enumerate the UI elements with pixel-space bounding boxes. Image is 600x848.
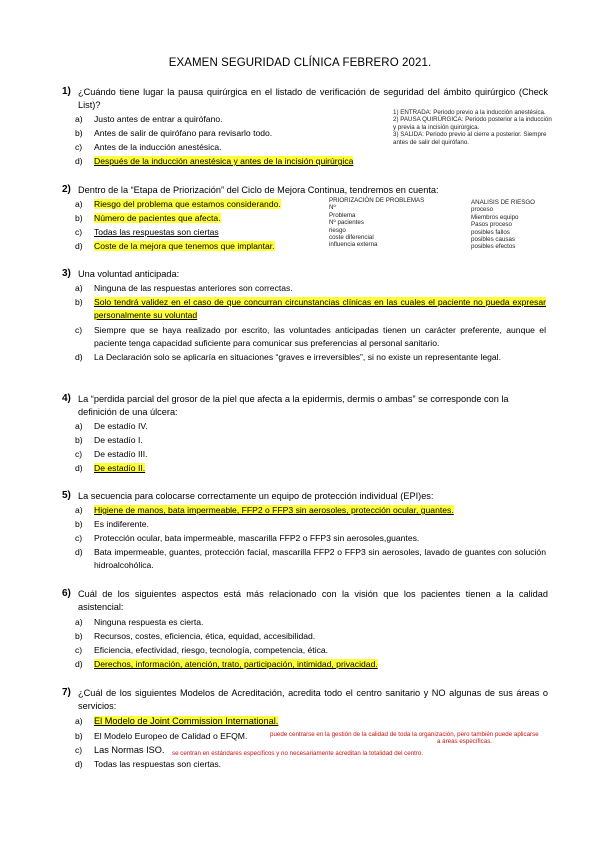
option-7b: b) El Modelo Europeo de Calidad o EFQM. [75,731,248,741]
option-1a: a) Justo antes de entrar a quirófano. [75,114,223,124]
note-q2-riesgo: ANALISIS DE RIESGO proceso Miembros equipo Pasos proceso posibles fallos posibles causas posibles efectos [471,199,535,251]
option-4d: d) De estadío II. [75,463,146,473]
highlighted-answer: Coste de la mejora que tenemos que implantar. [94,241,275,251]
option-1d: d) Después de la inducción anestésica y antes de la incisión quirúrgica [75,156,354,166]
question-1 [62,86,548,112]
highlighted-answer: Derechos, información, atención, trato, participación, intimidad, privacidad. [94,659,378,669]
highlighted-answer: Riesgo del problema que estamos considerando. [94,199,281,209]
note-q7-iso: se centran en estándares específicos y no necesariamente acreditan la totalidad del centro. [172,750,424,757]
question-number: 3) [62,268,71,279]
option-7d: d) Todas las respuestas son ciertas. [75,759,222,769]
question-number: 4) [62,393,71,404]
option-1c: c) Antes de la inducción anestésica. [75,142,222,152]
question-text: Dentro de la “Etapa de Priorización” del Ciclo de Mejora Continua, tendremos en cuenta: [78,185,439,195]
question-number: 5) [62,490,71,501]
highlighted-answer: Higiene de manos, bata impermeable, FFP2 o FFP3 sin aerosoles, protección ocular, guantes. [94,505,454,515]
highlighted-answer: Número de pacientes que afecta. [94,213,221,223]
option-2d: d) Coste de la mejora que tenemos que implantar. [75,241,275,251]
note-q1: 1) ENTRADA: Periodo previo a la inducción anestésica. 2) PAUSA QUIRÚRGICA: Periodo posterior a la inducción y previa a la incisión quirúrgica. 3) SALIDA: Periodo previo al cierre a posterior. Siempre antes de salir del quirófano. [393,109,552,146]
highlighted-answer: De estadío II. [94,463,146,473]
option-3b: b) Solo tendrá validez en el caso de que concurran circunstancias clínicas en las cuales el paciente no pueda expresar personalmente su voluntad [75,297,546,320]
question-7 [62,687,548,713]
highlighted-answer: Solo tendrá validez en el caso de que concurran circunstancias clínicas en las cuales el paciente no pueda expresar personalmente su voluntad [94,297,546,320]
highlighted-answer: El Modelo de Joint Commission International. [94,716,279,726]
option-3a: a) Ninguna de las respuestas anteriores son correctas. [75,283,293,293]
highlighted-answer: Después de la inducción anestésica y antes de la incisión quirúrgica [94,156,354,166]
option-7c: c) Las Normas ISO. [75,745,165,755]
question-number: 1) [62,86,71,97]
option-6c: c) Eficiencia, efectividad, riesgo, tecnología, competencia, ética. [75,645,329,655]
question-text: La “perdida parcial del grosor de la piel que afecta a la epidermis, dermis o ambas” se corresponde con la definición de una úlcera: [78,394,509,417]
option-6d: d) Derechos, información, atención, trato, participación, intimidad, privacidad. [75,659,378,669]
question-number: 6) [62,588,71,599]
question-6 [62,588,548,614]
question-text: La secuencia para colocarse correctamente un equipo de protección individual (EPI)es: [78,491,434,501]
option-3d: d) La Declaración solo se aplicaría en situaciones “graves e irreversibles”, si no existe un representante legal. [75,352,501,362]
option-1b: b) Antes de salir de quirófano para revisarlo todo. [75,128,273,138]
question-5 [62,490,548,503]
question-4 [62,393,548,419]
question-3 [62,268,548,281]
option-5d: d) Bata impermeable, guantes, protección facial, mascarilla FFP2 o FFP3 sin aerosoles, lavado de guantes con solución hidroalcohólica. [75,547,546,570]
question-number: 7) [62,687,71,698]
exam-title: EXAMEN SEGURIDAD CLÍNICA FEBRERO 2021. [168,57,432,69]
option-7a: a) El Modelo de Joint Commission International. [75,716,279,726]
option-6a: a) Ninguna respuesta es cierta. [75,617,204,627]
option-4c: c) De estadío III. [75,449,148,459]
option-4a: a) De estadío IV. [75,421,148,431]
option-2b: b) Número de pacientes que afecta. [75,213,221,223]
question-text: ¿Cuál de los siguientes Modelos de Acreditación, acredita todo el centro sanitario y NO algunas de sus áreas o servicios: [78,688,548,711]
question-number: 2) [62,184,71,195]
option-6b: b) Recursos, costes, eficiencia, ética, equidad, accesibilidad. [75,631,316,641]
option-2a: a) Riesgo del problema que estamos considerando. [75,199,281,209]
question-text: Cuál de los siguientes aspectos está más relacionado con la visión que los pacientes tienen a la calidad asistencial: [78,589,548,612]
question-text: Una voluntad anticipada: [78,269,180,279]
option-5a: a) Higiene de manos, bata impermeable, FFP2 o FFP3 sin aerosoles, protección ocular, guantes. [75,505,454,515]
option-5b: b) Es indiferente. [75,519,149,529]
question-2 [62,184,548,197]
option-5c: c) Protección ocular, bata impermeable, mascarilla FFP2 o FFP3 sin aerosoles,guantes. [75,533,420,543]
option-4b: b) De estadío I. [75,435,143,445]
note-q7-efqm: puede centrarse en la gestión de la calidad de toda la organización, pero también puede aplicarse a áreas específicas. [270,731,539,746]
option-3c: c) Siempre que se haya realizado por escrito, las voluntades anticipadas tienen un carácter preferente, aunque el paciente tenga capacidad suficiente para comunicar sus preferencias al personal sanitario. [75,325,546,348]
note-q2-priorizacion: PRIORIZACIÓN DE PROBLEMAS Nº Problema Nº pacientes riesgo coste diferencial influencia externa [329,197,425,249]
option-2c: c) Todas las respuestas son ciertas [75,227,219,237]
question-text: ¿Cuándo tiene lugar la pausa quirúrgica en el listado de verificación de seguridad del ámbito quirúrgico (Check List)? [78,87,548,110]
